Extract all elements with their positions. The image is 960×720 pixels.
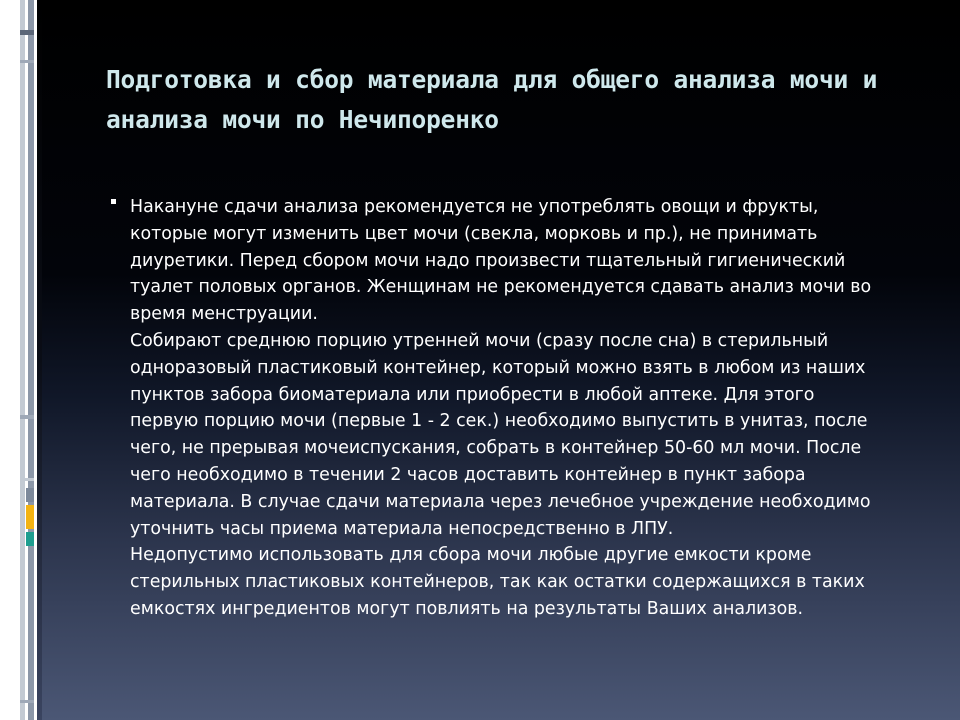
- stripe-teal: [26, 532, 34, 546]
- stripe-gray-7: [20, 700, 34, 703]
- body-line: пунктов забора биоматериала или приобрести в любой аптеке. Для этого: [130, 384, 815, 405]
- body-line: стерильных пластиковых контейнеров, так как остатки содержащихся в таких: [130, 572, 865, 593]
- slide-body: [130, 194, 930, 623]
- body-line: первую порцию мочи (первые 1 - 2 сек.) необходимо выпустить в унитаз, после: [130, 411, 868, 432]
- stripe-gray-2: [28, 0, 34, 720]
- body-line: Собирают среднюю порцию утренней мочи (сразу после сна) в стерильный: [130, 330, 829, 351]
- stripe-gray-3: [20, 30, 34, 35]
- body-line: время менструации.: [130, 304, 318, 325]
- slide-edge: [37, 0, 42, 720]
- stripe-gray-1: [20, 0, 25, 720]
- stripe-yellow: [26, 505, 34, 529]
- stripe-gray-5: [20, 415, 34, 419]
- body-line: материала. В случае сдачи материала через лечебное учреждение необходимо: [130, 491, 871, 512]
- stripe-gray-block: [26, 488, 34, 502]
- body-line: Недопустимо использовать для сбора мочи любые другие емкости кроме: [130, 545, 812, 566]
- bullet-square-icon: [111, 199, 116, 204]
- body-line: Накануне сдачи анализа рекомендуется не употреблять овощи и фрукты,: [130, 197, 819, 217]
- stripe-gray-6: [20, 478, 34, 481]
- body-line: диуретики. Перед сбором мочи надо произвести тщательный гигиенический: [130, 250, 846, 271]
- body-line: уточнить часы приема материала непосредственно в ЛПУ.: [130, 518, 674, 539]
- slide-title: Подготовка и сбор материала для общего анализа мочи и анализа мочи по Нечипоренко: [106, 65, 878, 134]
- body-line: которые могут изменить цвет мочи (свекла, морковь и пр.), не принимать: [130, 223, 818, 244]
- body-line: чего, не прерывая мочеиспускания, собрать в контейнер 50-60 мл мочи. После: [130, 438, 862, 459]
- body-line: одноразовый пластиковый контейнер, который можно взять в любом из наших: [130, 357, 866, 378]
- left-decoration-strip: [0, 0, 37, 720]
- body-line: чего необходимо в течении 2 часов доставить контейнер в пункт забора: [130, 464, 806, 485]
- body-line: туалет половых органов. Женщинам не рекомендуется сдавать анализ мочи во: [130, 277, 872, 298]
- stripe-gray-4: [20, 60, 34, 63]
- body-line: емкостях ингредиентов могут повлиять на результаты Ваших анализов.: [130, 598, 804, 619]
